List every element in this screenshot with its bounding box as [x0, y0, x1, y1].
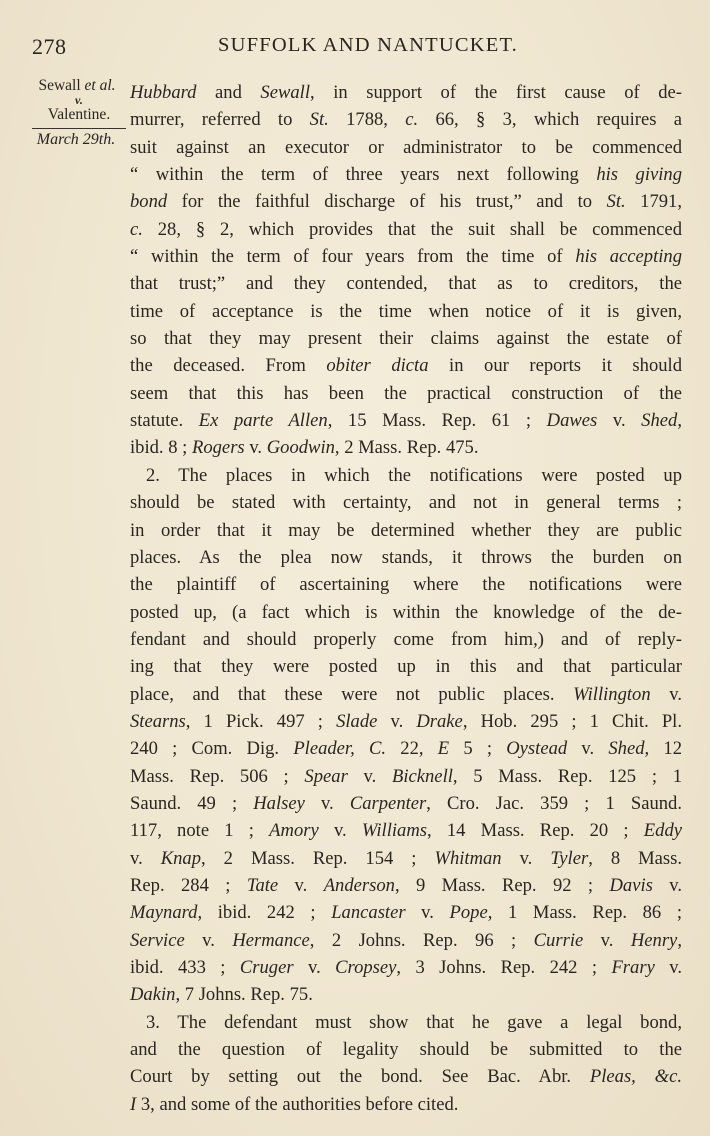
- text-run: posted up, (a fact which is within the knowledge of the de-: [130, 601, 682, 623]
- text-run: v.: [347, 765, 392, 787]
- text-line: [130, 407, 682, 434]
- text-run: , 2 Mass. Rep. 475.: [334, 437, 479, 459]
- text-line: [130, 1009, 682, 1036]
- text-run: for the faithful discharge of his trust,” and to: [167, 191, 607, 213]
- italic-run: Hermance: [232, 929, 310, 951]
- italic-run: Knap: [160, 847, 202, 869]
- text-run: Saund. 49 ;: [130, 792, 254, 814]
- text-line: [130, 1091, 682, 1118]
- text-run: v.: [244, 437, 267, 459]
- italic-run: Cropsey: [335, 957, 397, 978]
- text-run: , 14 Mass. Rep. 20 ;: [427, 820, 644, 842]
- italic-run: Currie: [533, 929, 584, 951]
- text-run: v.: [501, 847, 551, 869]
- italic-run: bond: [130, 191, 168, 213]
- text-run: places. As the plea now stands, it throws the burden on: [130, 546, 682, 568]
- text-line: [130, 517, 682, 544]
- text-run: “ within the term of three years next following: [130, 164, 597, 186]
- italic-run: Halsey: [253, 792, 305, 814]
- text-run: fendant and should properly come from him,) and of reply-: [130, 628, 682, 650]
- italic-run: Shed: [641, 410, 678, 432]
- text-run: should be stated with certainty, and not in general terms ;: [130, 492, 682, 514]
- text-run: , Cro. Jac. 359 ; 1 Saund.: [426, 792, 682, 814]
- text-run: ,: [677, 410, 682, 432]
- text-run: time of acceptance is the time when notice of it is given,: [130, 300, 682, 322]
- italic-run: Tate: [246, 874, 279, 896]
- et-al: et al.: [84, 77, 116, 94]
- text-run: that trust;” and they contended, that as to creditors, the: [130, 273, 682, 295]
- text-line: [130, 1063, 682, 1090]
- text-line: [130, 626, 682, 653]
- text-line: [130, 899, 682, 926]
- text-run: v.: [652, 874, 682, 896]
- italic-run: Hubbard: [130, 82, 197, 103]
- italic-run: Williams: [361, 820, 428, 842]
- italic-run: Davis: [609, 874, 653, 896]
- italic-run: Ex parte Allen: [198, 410, 328, 432]
- text-run: , in support of the first cause of de-: [310, 82, 682, 103]
- text-run: ibid. 433 ;: [130, 957, 240, 978]
- text-line: [130, 434, 682, 461]
- text-run: , ibid. 242 ;: [197, 902, 332, 924]
- text-run: , 7 Johns. Rep. 75.: [175, 984, 313, 1006]
- text-run: and: [196, 82, 261, 103]
- text-run: v.: [650, 683, 682, 705]
- text-line: [130, 790, 682, 817]
- text-line: [130, 708, 682, 735]
- page-number: 278: [32, 34, 67, 59]
- italic-run: Pope: [449, 902, 488, 924]
- italic-run: E: [437, 738, 450, 760]
- text-run: 117, note 1 ;: [130, 820, 270, 842]
- margin-note: [30, 76, 128, 149]
- italic-run: Rogers: [191, 437, 245, 459]
- text-line: [130, 681, 682, 708]
- italic-run: Bicknell: [391, 765, 453, 787]
- text-line: [130, 981, 682, 1008]
- text-run: v.: [405, 902, 450, 924]
- italic-run: Tyler: [550, 847, 589, 869]
- text-run: 1788,: [328, 109, 406, 131]
- text-run: 3, and some of the authorities before cited.: [136, 1093, 459, 1115]
- text-run: v.: [304, 792, 350, 814]
- text-run: , 12: [644, 738, 682, 760]
- italic-run: Whitman: [434, 847, 502, 869]
- text-line: [130, 927, 682, 954]
- text-run: “ within the term of four years from the time of: [130, 246, 576, 268]
- text-run: , 15 Mass. Rep. 61 ;: [327, 410, 547, 432]
- italic-run: his giving: [596, 164, 682, 186]
- text-run: v.: [583, 929, 631, 951]
- text-run: , 2 Johns. Rep. 96 ;: [309, 929, 534, 951]
- text-line: [130, 161, 682, 188]
- text-line: [130, 599, 682, 626]
- italic-run: Henry: [630, 929, 678, 951]
- italic-run: St.: [606, 191, 626, 213]
- text-line: [130, 79, 682, 106]
- running-head: SUFFOLK AND NANTUCKET.: [218, 34, 518, 56]
- italic-run: Carpenter: [349, 792, 427, 814]
- text-run: , Hob. 295 ; 1 Chit. Pl.: [462, 710, 682, 732]
- text-run: , 8 Mass.: [588, 847, 683, 869]
- text-line: [130, 270, 682, 297]
- text-line: [130, 489, 682, 516]
- text-run: 5 ;: [449, 738, 507, 760]
- text-run: Court by setting out the bond. See Bac. Abr.: [130, 1066, 590, 1088]
- text-line: [130, 735, 682, 762]
- text-line: [130, 352, 682, 379]
- text-run: 66, § 3, which requires a: [418, 109, 682, 131]
- italic-run: c.: [130, 218, 143, 240]
- text-run: v.: [293, 957, 336, 978]
- text-run: ibid. 8 ;: [130, 437, 192, 459]
- text-run: ing that they were posted up in this and that particular: [130, 656, 682, 678]
- text-run: 2. The places in which the notifications were posted up: [146, 464, 682, 486]
- case-date: March 29th.: [36, 131, 116, 148]
- text-line: [130, 325, 682, 352]
- italic-run: Shed: [608, 738, 645, 760]
- text-line: [130, 817, 682, 844]
- text-run: suit against an executor or administrator to be commenced: [130, 136, 682, 158]
- text-run: the plaintiff of ascertaining where the notifications were: [130, 574, 682, 596]
- text-run: seem that this has been the practical construction of the: [130, 382, 682, 404]
- text-line: [130, 954, 682, 981]
- page-header: [32, 28, 690, 64]
- italic-run: St.: [309, 109, 329, 131]
- text-run: v.: [184, 929, 233, 951]
- text-run: v.: [597, 410, 642, 432]
- italic-run: Pleader, C.: [293, 738, 387, 760]
- text-run: in our reports it should: [428, 355, 683, 377]
- text-run: 28, § 2, which provides that the suit shall be commenced: [142, 218, 682, 240]
- text-run: the deceased. From: [130, 355, 327, 377]
- text-line: [130, 653, 682, 680]
- text-run: v.: [130, 847, 161, 869]
- italic-run: Goodwin: [266, 437, 335, 459]
- text-line: [130, 380, 682, 407]
- italic-run: Spear: [304, 765, 348, 787]
- text-run: Mass. Rep. 506 ;: [130, 765, 305, 787]
- text-run: in order that it may be determined whether they are public: [130, 519, 682, 541]
- italic-run: Amory: [269, 820, 319, 842]
- italic-run: Service: [130, 929, 185, 951]
- text-run: , 2 Mass. Rep. 154 ;: [201, 847, 435, 869]
- italic-run: Cruger: [239, 957, 294, 978]
- text-run: 1791,: [625, 191, 682, 213]
- text-run: , 1 Mass. Rep. 86 ;: [487, 902, 682, 924]
- text-run: , 1 Pick. 497 ;: [185, 710, 337, 732]
- italic-run: Oystead: [506, 738, 568, 760]
- text-line: [130, 243, 682, 270]
- italic-run: his accepting: [575, 246, 683, 268]
- italic-run: Dawes: [546, 410, 598, 432]
- text-line: [130, 544, 682, 571]
- italic-run: Dakin: [130, 984, 176, 1006]
- body-text: [130, 79, 682, 1118]
- text-line: [130, 462, 682, 489]
- case-party-2: Valentine.: [47, 106, 111, 123]
- text-line: [130, 134, 682, 161]
- text-run: so that they may present their claims against the estate of: [130, 328, 682, 350]
- italic-run: c.: [405, 109, 419, 131]
- text-run: 3. The defendant must show that he gave a legal bond,: [146, 1011, 682, 1033]
- italic-run: I: [130, 1093, 137, 1115]
- text-run: , 5 Mass. Rep. 125 ; 1: [452, 765, 682, 787]
- italic-run: Pleas, &c.: [589, 1066, 682, 1088]
- text-run: , 9 Mass. Rep. 92 ;: [394, 874, 610, 896]
- italic-run: obiter dicta: [326, 355, 429, 377]
- text-run: , 3 Johns. Rep. 242 ;: [396, 957, 612, 978]
- text-run: ,: [677, 929, 682, 951]
- text-run: place, and that these were not public places.: [130, 683, 574, 705]
- text-run: and the question of legality should be submitted to the: [130, 1039, 682, 1061]
- italic-run: Anderson: [323, 874, 395, 896]
- text-line: [130, 216, 682, 243]
- text-run: v.: [377, 710, 417, 732]
- text-line: [130, 188, 682, 215]
- text-run: murrer, referred to: [130, 109, 310, 131]
- margin-rule: [32, 128, 126, 129]
- italic-run: Willington: [573, 683, 651, 705]
- italic-run: Maynard: [130, 902, 198, 924]
- text-line: [130, 106, 682, 133]
- italic-run: Lancaster: [331, 902, 406, 924]
- text-run: v.: [278, 874, 324, 896]
- text-line: [130, 763, 682, 790]
- italic-run: Drake: [416, 710, 463, 732]
- italic-run: Frary: [611, 957, 655, 978]
- text-line: [130, 571, 682, 598]
- text-run: Rep. 284 ;: [130, 874, 247, 896]
- italic-run: Stearns: [130, 710, 186, 732]
- italic-run: Slade: [336, 710, 378, 732]
- text-run: 22,: [386, 738, 438, 760]
- text-run: statute.: [130, 410, 199, 432]
- text-run: v.: [318, 820, 362, 842]
- case-party-1: Sewall: [38, 77, 81, 94]
- text-run: v.: [567, 738, 609, 760]
- text-run: v.: [654, 957, 682, 978]
- text-line: [130, 1036, 682, 1063]
- text-line: [130, 845, 682, 872]
- italic-run: Eddy: [643, 820, 683, 842]
- italic-run: Sewall: [260, 82, 311, 103]
- text-run: 240 ; Com. Dig.: [130, 738, 294, 760]
- text-line: [130, 298, 682, 325]
- versus: v.: [75, 93, 83, 107]
- text-line: [130, 872, 682, 899]
